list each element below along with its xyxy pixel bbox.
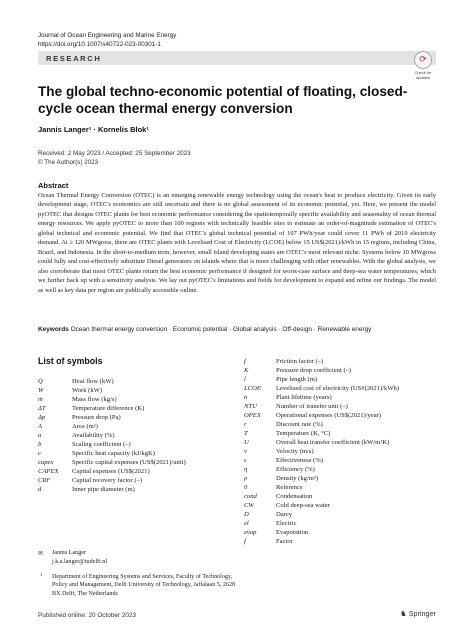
symbol-description: Work (kW) bbox=[72, 387, 103, 394]
symbol: a bbox=[38, 432, 42, 439]
springer-logo bbox=[400, 609, 436, 618]
symbol: capex bbox=[38, 459, 54, 466]
symbol-description: Darcy bbox=[276, 511, 293, 518]
symbol-row bbox=[244, 438, 444, 447]
keywords-label: Keywords bbox=[38, 326, 69, 333]
symbol-description: Operational expenses (US$(2021)/year) bbox=[276, 412, 382, 419]
symbol-description: Mass flow (kg/s) bbox=[72, 396, 117, 403]
symbol: OPEX bbox=[244, 412, 261, 419]
symbol-row bbox=[38, 395, 238, 404]
journal-name: Journal of Ocean Engineering and Marine Energy bbox=[38, 32, 177, 39]
symbol-row bbox=[244, 384, 444, 393]
symbol-row bbox=[244, 411, 444, 420]
springer-horse-icon: ♞ bbox=[400, 609, 407, 618]
symbol-row bbox=[38, 476, 238, 485]
doi-link[interactable]: https://doi.org/10.1007/s40722-023-00301-1 bbox=[38, 41, 161, 48]
symbol-row bbox=[38, 413, 238, 422]
symbol: D bbox=[244, 511, 249, 518]
author-list[interactable]: Jannis Langer¹ · Kornelis Blok¹ bbox=[38, 125, 149, 134]
article-dates bbox=[38, 149, 191, 167]
symbol-description: Overall heat transfer coefficient (kW/m²K) bbox=[276, 439, 390, 446]
check-updates-label: Check for updates bbox=[414, 70, 432, 80]
journal-header bbox=[38, 31, 176, 49]
corresponding-author: Jannis Langer bbox=[52, 550, 87, 556]
article-title: The global techno-economic potential of floating, closed-cycle ocean thermal energy conversion bbox=[38, 84, 408, 116]
symbol-row bbox=[244, 429, 444, 438]
symbol-row bbox=[244, 357, 444, 366]
symbol: f bbox=[244, 538, 246, 545]
symbol-description: Capital expenses (US$(2021) bbox=[72, 468, 150, 475]
keywords bbox=[38, 325, 436, 334]
symbol-row bbox=[244, 447, 444, 456]
received-accepted: Received: 2 May 2023 / Accepted: 25 September 2023 bbox=[38, 150, 191, 157]
symbol: CAPEX bbox=[38, 468, 59, 475]
symbol: el bbox=[244, 520, 249, 527]
symbols-list-right bbox=[244, 357, 444, 546]
symbol-row bbox=[38, 386, 238, 395]
affiliation-number: 1 bbox=[40, 573, 43, 578]
symbol-row bbox=[244, 465, 444, 474]
symbol-row bbox=[244, 366, 444, 375]
symbol: η bbox=[244, 466, 248, 473]
symbol: b bbox=[38, 441, 42, 448]
symbol-description: Reference bbox=[276, 484, 303, 491]
symbol-row bbox=[244, 483, 444, 492]
symbol: cond bbox=[244, 493, 257, 500]
symbol-row bbox=[38, 467, 238, 476]
symbol: T bbox=[244, 430, 248, 437]
symbol-row bbox=[244, 402, 444, 411]
symbol-description: Cold deep-sea water bbox=[276, 502, 330, 509]
symbol-row bbox=[38, 449, 238, 458]
abstract-heading: Abstract bbox=[38, 181, 69, 190]
symbol-row bbox=[244, 474, 444, 483]
symbol-row bbox=[244, 420, 444, 429]
symbol: d bbox=[38, 486, 42, 493]
symbol: A bbox=[38, 423, 43, 430]
symbol-description: Effectiveness (%) bbox=[276, 457, 323, 464]
symbol-description: Pressure drop (Pa) bbox=[72, 414, 121, 421]
keywords-list: Ocean thermal energy conversion · Economic potential · Global analysis · Off-design · Renewable energy bbox=[70, 326, 372, 333]
symbol-row bbox=[244, 519, 444, 528]
symbol-description: Pipe length (m) bbox=[276, 376, 318, 383]
symbol-description: Velocity (m/s) bbox=[276, 448, 314, 455]
copyright: © The Author(s) 2023 bbox=[38, 159, 99, 166]
symbol: ε bbox=[244, 457, 247, 464]
symbol-row bbox=[38, 458, 238, 467]
symbol: NTU bbox=[244, 403, 257, 410]
section-label: RESEARCH bbox=[46, 53, 102, 63]
symbol-description: Factor bbox=[276, 538, 293, 545]
symbol: r bbox=[244, 421, 247, 428]
affiliation-text: Department of Engineering Systems and Services, Faculty of Technology, Policy and Management, Delft University of Technology, Jaffalaan 5, 2628 BX Delft, The Netherlands bbox=[52, 574, 236, 597]
symbol: K bbox=[244, 367, 249, 374]
envelope-icon: ✉ bbox=[38, 551, 44, 557]
symbol: ΔT bbox=[38, 405, 46, 412]
abstract-text: Ocean Thermal Energy Conversion (OTEC) is an emerging renewable energy technology using the ocean's heat to produce electricity. Given its early development stage, OTEC's economics are still uncertain and there is no global assessment of its economic potential, yet. Here, we present the model pyOTEC that designs OTEC plants for best economic performance considering the spatiotemporally specific availability and seasonality of ocean thermal energy resources. We apply pyOTEC to more than 100 regions with technically feasible sites to estimate an order-of-magnitude estimation of OTEC's global technical and economic potential. We find that OTEC's global technical potential of 107 PWh/year could cover 11 PWh of 2019 electricity demand. At ≥ 120 MWgross, there are OTEC plants with Levelised Cost of Electricity (LCOE) below 15 US$(2021)/kWh in 15 regions, including China, Brazil, and Indonesia. In the short-to-medium term, however, small island developing states are OTEC's most relevant niche. Systems below 10 MWgross could fully and cost-effectively substitute Diesel generators on islands where that is more challenging with other renewables. With the global analysis, we also corroborate that most OTEC plants return the best economic performance if designed for worst-case surface and deep-sea water temperatures, which we further back up with a sensitivity analysis. We lay out pyOTEC's limitations and fields for development to expand and refine our findings. The model as well as key data per region are publically accessible online. bbox=[38, 192, 436, 294]
symbols-heading: List of symbols bbox=[38, 356, 103, 366]
publisher-name: Springer bbox=[408, 609, 436, 618]
symbol: CW bbox=[244, 502, 254, 509]
symbol-description: Specific heat capacity (kJ/kgK) bbox=[72, 450, 155, 457]
symbol: ṁ bbox=[38, 396, 43, 403]
symbol: l bbox=[244, 376, 246, 383]
published-online: Published online: 20 October 2023 bbox=[38, 612, 137, 619]
symbol-description: Levelised cost of electricity (US¢(2021)/kWh) bbox=[276, 385, 400, 392]
symbol-description: Friction factor (–) bbox=[276, 358, 324, 365]
correspondence bbox=[52, 549, 107, 566]
symbol: CRF bbox=[38, 477, 51, 484]
symbol-row bbox=[38, 440, 238, 449]
symbol-row bbox=[244, 492, 444, 501]
check-updates-icon: ⟳ bbox=[414, 51, 432, 69]
symbol-description: Capital recovery factor (–) bbox=[72, 477, 143, 484]
check-for-updates-badge[interactable] bbox=[411, 51, 435, 81]
symbol: LCOE bbox=[244, 385, 261, 392]
author-email[interactable]: j.k.a.langer@tudelft.nl bbox=[52, 558, 108, 565]
symbol: evap bbox=[244, 529, 257, 536]
symbols-list-left bbox=[38, 377, 238, 494]
symbol: Δp bbox=[38, 414, 46, 421]
symbol: ρ bbox=[244, 475, 248, 482]
symbol-row bbox=[244, 501, 444, 510]
symbol-row bbox=[38, 431, 238, 440]
symbol-description: Scaling coefficient (–) bbox=[72, 441, 131, 448]
symbol-description: Electric bbox=[276, 520, 297, 527]
symbol-row bbox=[38, 422, 238, 431]
symbol-row bbox=[244, 375, 444, 384]
symbol-row bbox=[244, 537, 444, 546]
symbol-row bbox=[38, 377, 238, 386]
symbol-description: Efficiency (%) bbox=[276, 466, 315, 473]
symbol: Q̇ bbox=[38, 378, 43, 385]
symbol-description: Condensation bbox=[276, 493, 313, 500]
symbol-description: Evaporation bbox=[276, 529, 309, 536]
symbol-description: Plant lifetime (years) bbox=[276, 394, 332, 401]
symbol-row bbox=[244, 393, 444, 402]
symbol-row bbox=[38, 404, 238, 413]
symbol: U bbox=[244, 439, 249, 446]
symbol: Ẇ bbox=[38, 387, 44, 394]
symbol: c bbox=[38, 450, 41, 457]
symbol-description: Density (kg/m³) bbox=[276, 475, 319, 482]
symbol: n bbox=[244, 394, 248, 401]
symbol-description: Heat flow (kW) bbox=[72, 378, 114, 385]
symbol-description: Inner pipe diameter (m) bbox=[72, 486, 135, 493]
symbol-description: Pressure drop coefficient (–) bbox=[276, 367, 352, 374]
symbol-description: Temperature difference (K) bbox=[72, 405, 145, 412]
symbol: v bbox=[244, 448, 247, 455]
symbol: 0 bbox=[244, 484, 248, 491]
symbol-row bbox=[244, 456, 444, 465]
symbol: f bbox=[244, 358, 246, 365]
symbol-description: Availability (%) bbox=[72, 432, 115, 439]
symbol-row bbox=[38, 485, 238, 494]
symbol-description: Temperature (K, °C) bbox=[276, 430, 331, 437]
symbol-description: Number of transfer unit (–) bbox=[276, 403, 348, 410]
symbol-description: Area (m²) bbox=[72, 423, 98, 430]
symbol-description: Discount rate (%) bbox=[276, 421, 323, 428]
symbol-row bbox=[244, 510, 444, 519]
symbol-row bbox=[244, 528, 444, 537]
symbol-description: Specific capital expenses (US$(2021)/unit) bbox=[72, 459, 186, 466]
